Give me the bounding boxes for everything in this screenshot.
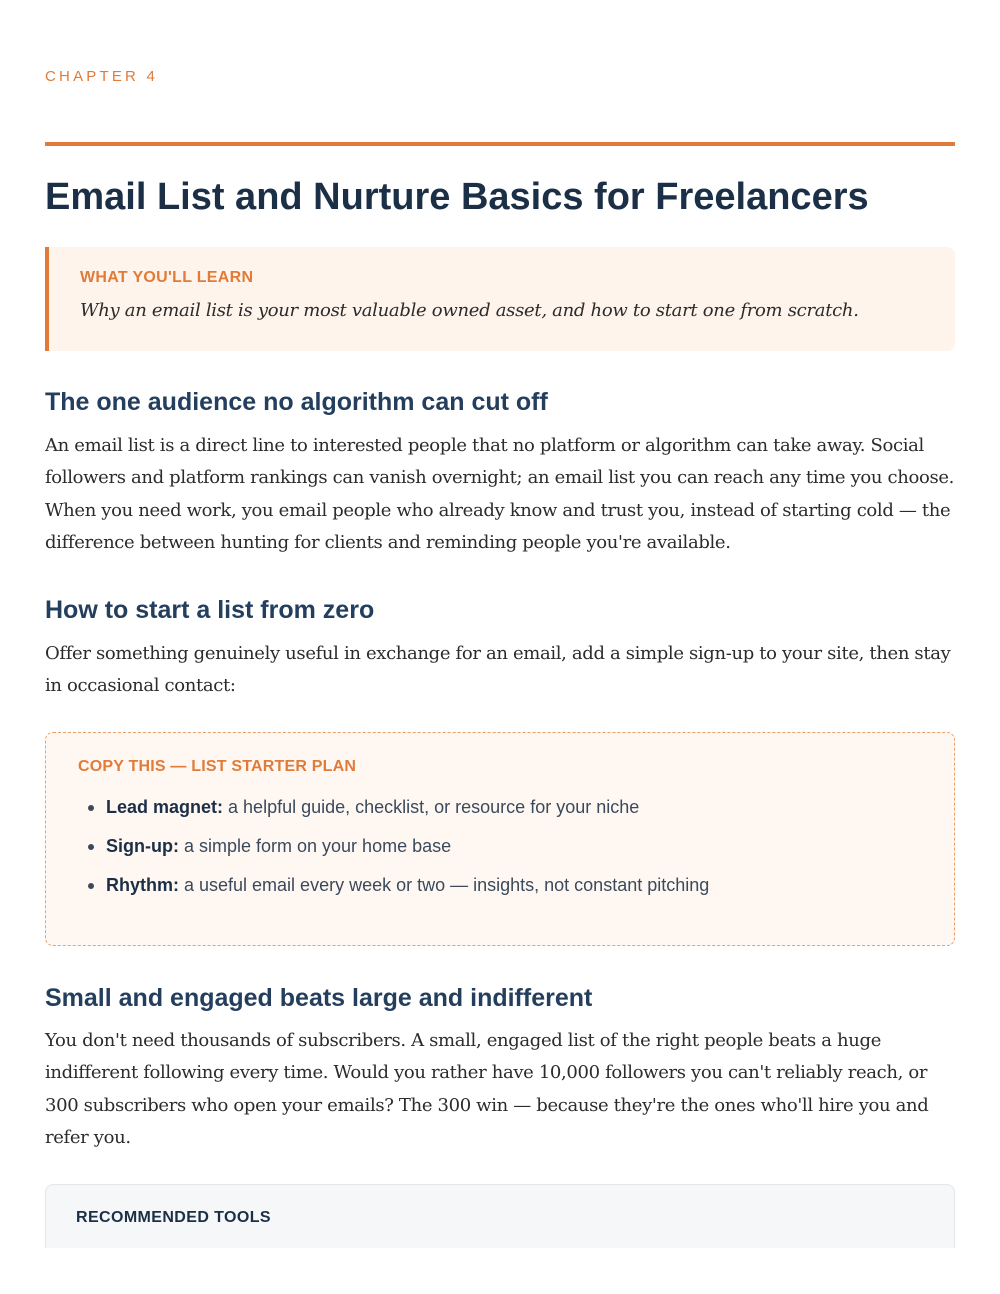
bullet-icon bbox=[88, 844, 94, 850]
learn-heading: WHAT YOU'LL LEARN bbox=[80, 269, 254, 286]
list-item-text: a simple form on your home base bbox=[178, 836, 452, 856]
copy-plan-list bbox=[88, 795, 709, 912]
section-paragraph-audience: An email list is a direct line to interested people that no platform or algorithm can take away. Social followers and platform rankings can vanish overnight; an email list you can reach any time you choose. When you need work, you email people who already know and trust you, instead of starting cold — the difference between hunting for clients and reminding people you're available. bbox=[45, 435, 955, 553]
list-item-term: Sign-up: bbox=[106, 836, 179, 856]
list-item bbox=[88, 795, 709, 834]
copy-plan-box bbox=[45, 732, 955, 946]
section-paragraph-start: Offer something genuinely useful in exchange for an email, add a simple sign-up to your site, then stay in occasional contact: bbox=[45, 643, 951, 697]
list-item bbox=[88, 834, 709, 873]
section-heading-audience: The one audience no algorithm can cut off bbox=[45, 388, 548, 416]
recommended-tools-heading: RECOMMENDED TOOLS bbox=[76, 1209, 271, 1226]
copy-plan-heading: COPY THIS — LIST STARTER PLAN bbox=[78, 758, 357, 775]
list-item-text: a useful email every week or two — insights, not constant pitching bbox=[179, 875, 710, 895]
list-item bbox=[88, 873, 709, 912]
section-paragraph-engaged: You don't need thousands of subscribers. A small, engaged list of the right people beats a huge indifferent following every time. Would you rather have 10,000 followers you can't reliably reach, or 300 subscribers who open your emails? The 300 win — because they're the ones who'll hire you and refer you. bbox=[45, 1030, 929, 1148]
list-item-text: a helpful guide, checklist, or resource for your niche bbox=[223, 797, 640, 817]
page-bottom-margin bbox=[0, 1248, 1000, 1294]
section-heading-start: How to start a list from zero bbox=[45, 596, 375, 624]
chapter-divider bbox=[45, 142, 955, 146]
bullet-icon bbox=[88, 805, 94, 811]
list-item-term: Rhythm: bbox=[106, 875, 179, 895]
learn-text: Why an email list is your most valuable owned asset, and how to start one from scratch. bbox=[80, 300, 859, 321]
bullet-icon bbox=[88, 883, 94, 889]
section-heading-engaged: Small and engaged beats large and indifferent bbox=[45, 984, 593, 1012]
list-item-term: Lead magnet: bbox=[106, 797, 224, 817]
learn-callout bbox=[45, 247, 955, 351]
page-title: Email List and Nurture Basics for Freelancers bbox=[45, 176, 869, 218]
chapter-label: CHAPTER 4 bbox=[45, 68, 158, 85]
